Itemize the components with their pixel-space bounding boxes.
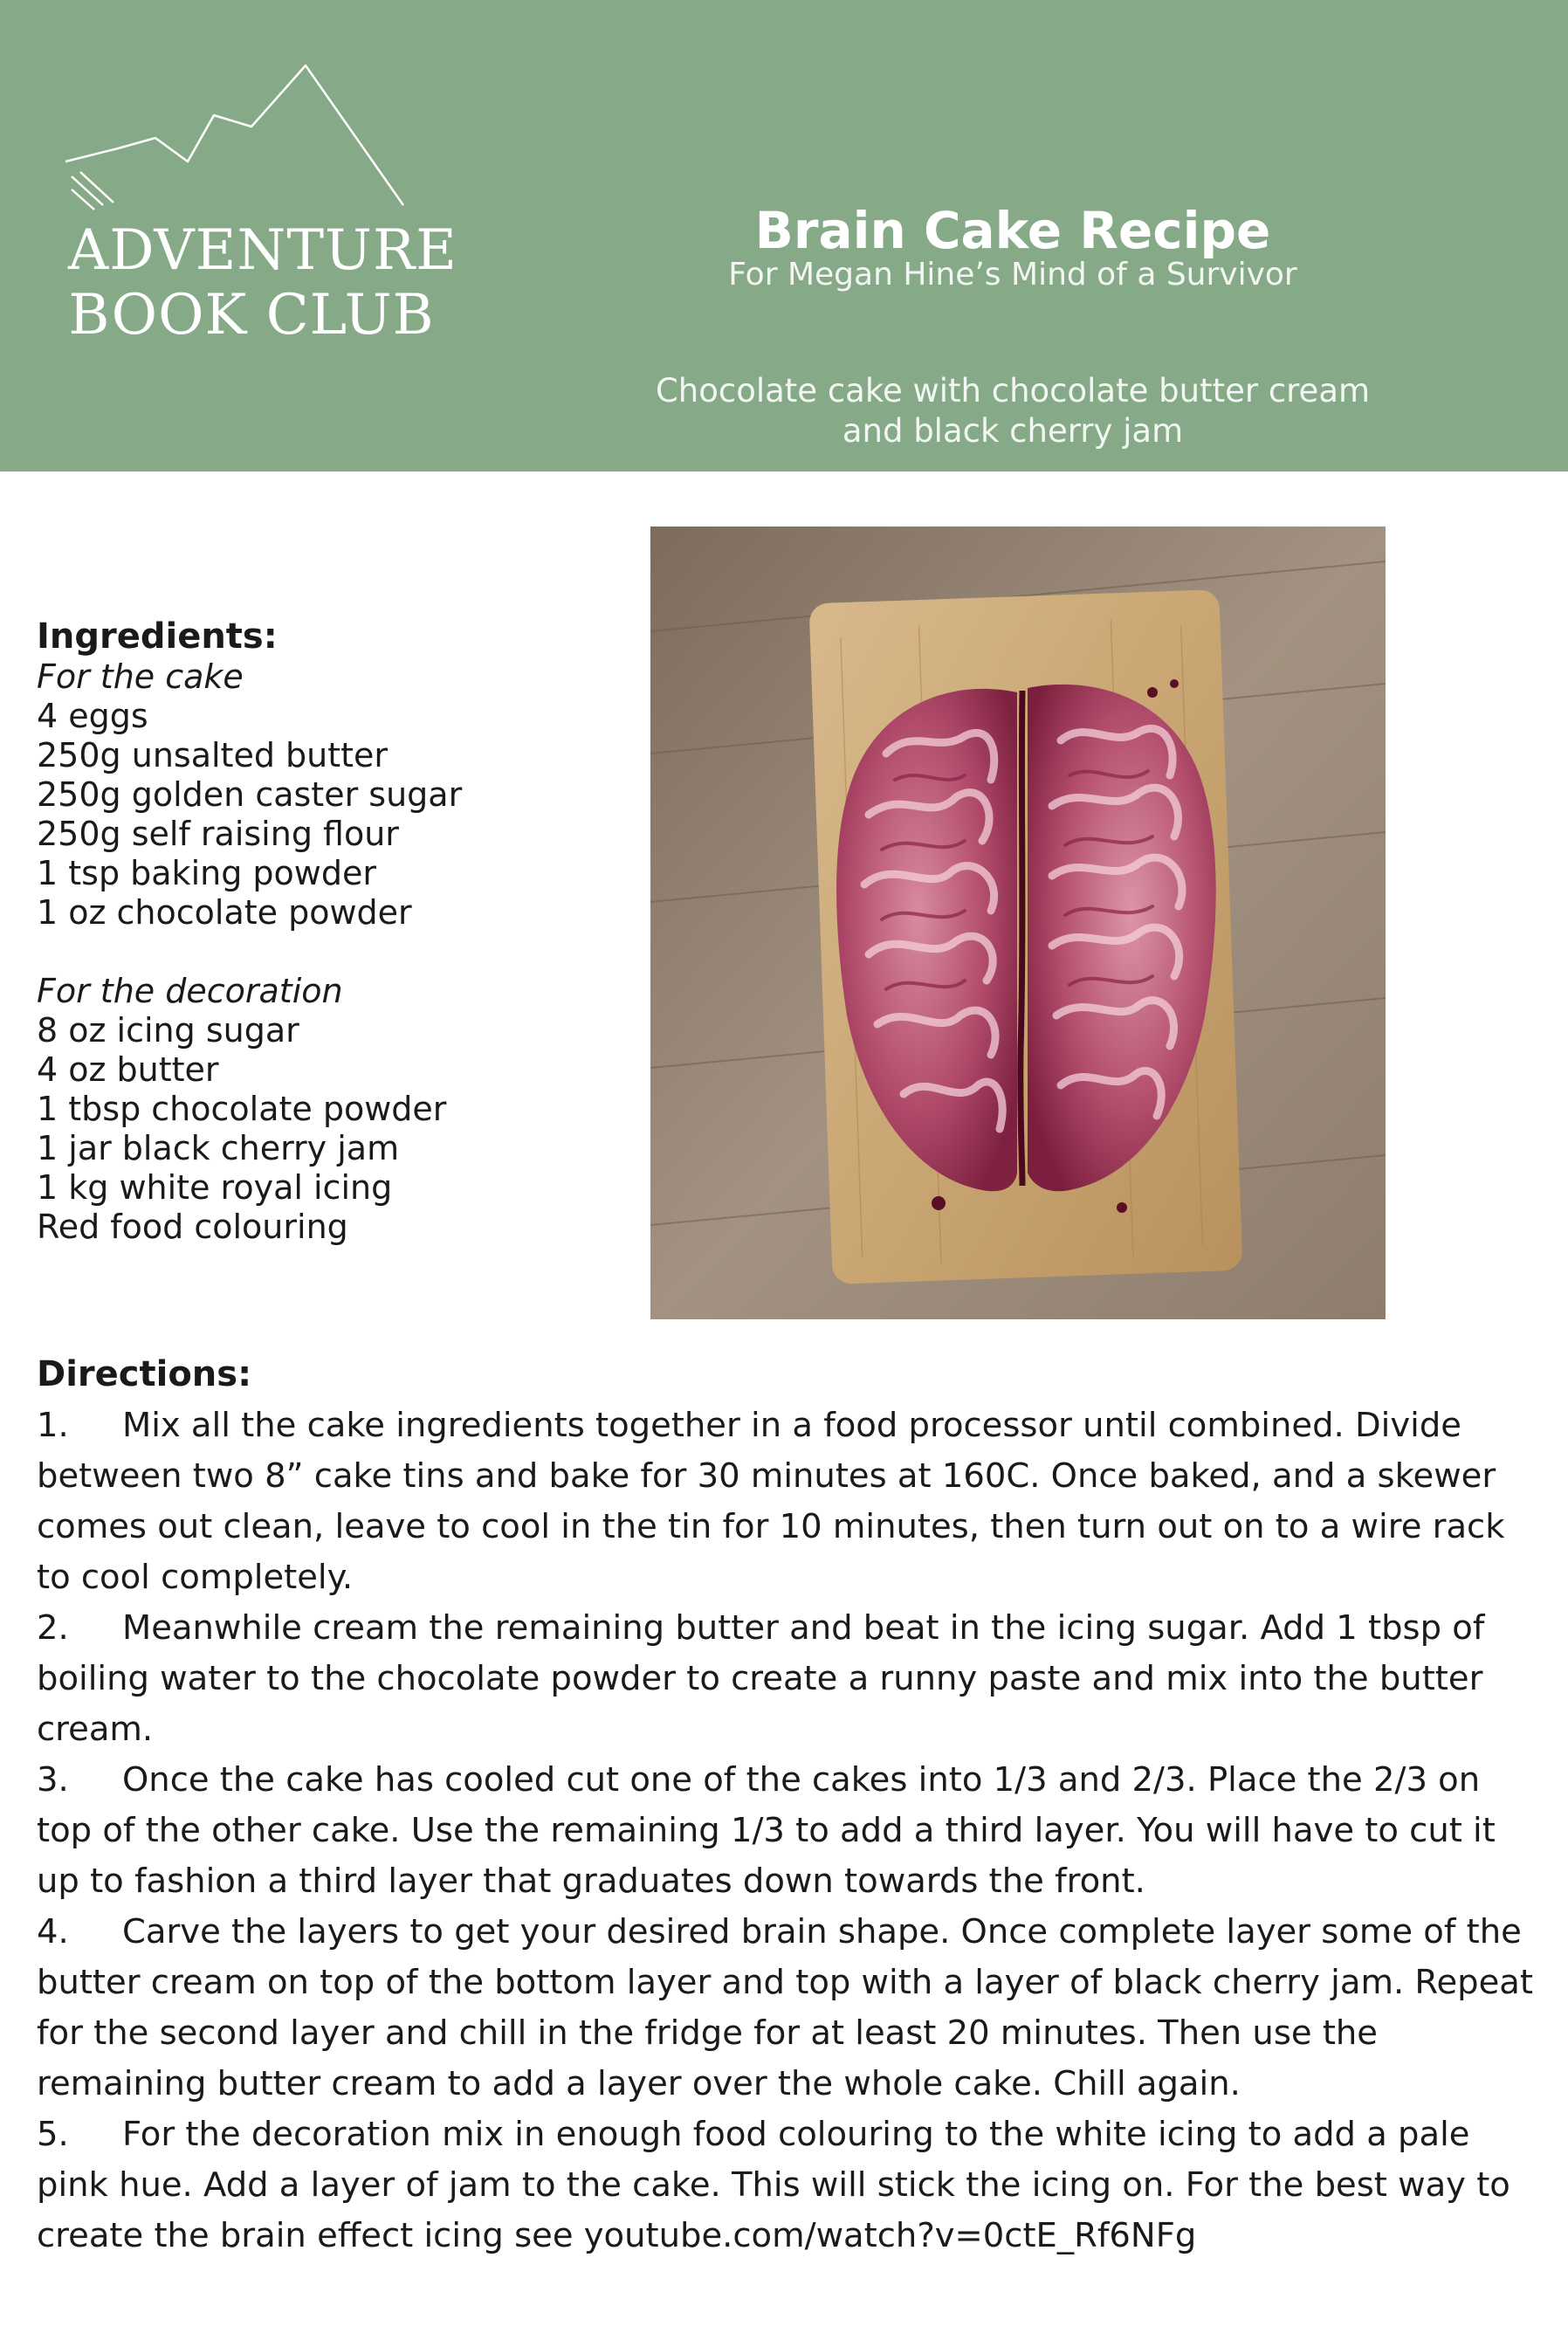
list-item: 1 tsp baking powder (37, 854, 376, 892)
page-subtitle: For Megan Hine’s Mind of a Survivor (728, 257, 1297, 293)
decoration-ingredients-list (37, 1011, 630, 1247)
decoration-subheading: For the decoration (37, 972, 343, 1010)
step-text: Once the cake has cooled cut one of the cakes into 1/3 and 2/3. Place the 2/3 on top of the other cake. Use the remaining 1/3 to add a third layer. You will have to cut it up to fashion a third layer that graduates down towards the front. (37, 1760, 1496, 1901)
list-item: Red food colouring (37, 1208, 348, 1246)
logo-wordmark (68, 218, 457, 348)
list-item: 1 jar black cherry jam (37, 1129, 400, 1167)
direction-step (37, 1401, 1534, 1603)
step-number: 3. (37, 1760, 69, 1800)
step-number: 2. (37, 1608, 69, 1648)
page-title: Brain Cake Recipe (754, 201, 1271, 260)
step-text: Meanwhile cream the remaining butter and beat in the icing sugar. Add 1 tbsp of boiling water to the chocolate powder to create a runny paste and mix into the butter cream. (37, 1608, 1485, 1749)
direction-step (37, 2110, 1534, 2261)
step-number: 5. (37, 2115, 69, 2154)
adventure-book-club-logo (61, 61, 457, 349)
directions-heading: Directions: (37, 1354, 252, 1394)
tagline-line-2: and black cherry jam (842, 412, 1184, 450)
direction-step (37, 1907, 1534, 2110)
cake-subheading: For the cake (37, 657, 244, 696)
step-text: For the decoration mix in enough food colouring to the white icing to add a pale pink hue. Add a layer of jam to the cake. This will stick the icing on. For the best way to create the brain effect icing see youtube.com/watch?v=0ctE_Rf6NFg (37, 2115, 1510, 2255)
list-item: 4 oz butter (37, 1050, 219, 1089)
step-text: Mix all the cake ingredients together in a food processor until combined. Divide between two 8” cake tins and bake for 30 minutes at 160C. Once baked, and a skewer comes out clean, leave to cool in the tin for 10 minutes, then turn out on to a wire rack to cool completely. (37, 1406, 1505, 1597)
cake-ingredients-list (37, 697, 630, 933)
tagline-line-1: Chocolate cake with chocolate butter cream (655, 372, 1371, 410)
list-item: 250g unsalted butter (37, 736, 389, 774)
brain-cake-illustration (650, 527, 1386, 1319)
list-item: 1 kg white royal icing (37, 1168, 393, 1207)
list-item: 1 oz chocolate powder (37, 893, 412, 932)
brain-cake-photo (650, 527, 1386, 1319)
direction-step (37, 1755, 1534, 1907)
direction-step (37, 1603, 1534, 1755)
step-text: Carve the layers to get your desired brain shape. Once complete layer some of the butter cream on top of the bottom layer and top with a layer of black cherry jam. Repeat for the second layer and chill in the fridge for at least 20 minutes. Then use the remaining butter cream to add a layer over the whole cake. Chill again. (37, 1912, 1533, 2103)
logo-line-1: ADVENTURE (68, 218, 457, 283)
ingredients-section (37, 616, 630, 1247)
recipe-tagline (559, 371, 1467, 451)
list-item: 250g golden caster sugar (37, 775, 463, 814)
mountain-icon (61, 61, 428, 218)
step-number: 1. (37, 1406, 69, 1445)
step-number: 4. (37, 1912, 69, 1951)
list-item: 4 eggs (37, 697, 148, 735)
list-item: 250g self raising flour (37, 815, 399, 853)
ingredients-heading: Ingredients: (37, 616, 278, 657)
directions-section (37, 1353, 1534, 2261)
header-band (0, 0, 1568, 471)
list-item: 1 tbsp chocolate powder (37, 1090, 447, 1128)
list-item: 8 oz icing sugar (37, 1011, 299, 1050)
logo-line-2: BOOK CLUB (68, 283, 435, 348)
